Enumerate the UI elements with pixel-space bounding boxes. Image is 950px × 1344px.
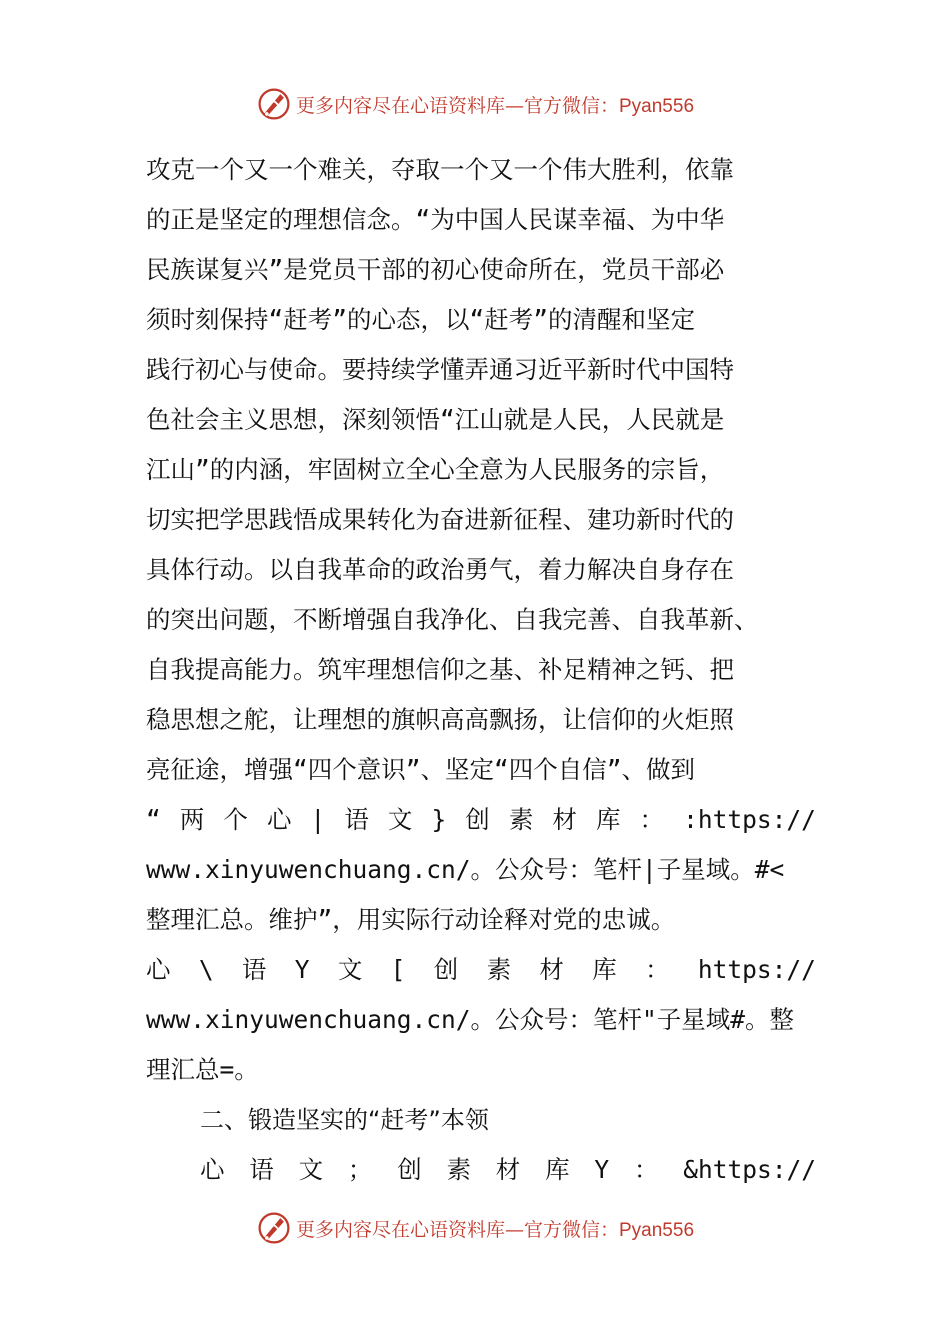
- text-line: 整理汇总。维护”，用实际行动诠释对党的忠诚。: [146, 905, 676, 934]
- text-line: 须时刻保持“赶考”的心态，以“赶考”的清醒和坚定: [146, 305, 695, 334]
- text-line: 具体行动。以自我革命的政治勇气，着力解决自身存在: [146, 555, 734, 584]
- text-token: 材: [495, 1155, 521, 1184]
- text-line: 理汇总=。: [146, 1055, 259, 1084]
- text-line: 色社会主义思想，深刻领悟“江山就是人民，人民就是: [146, 405, 725, 434]
- text-token: 库: [595, 805, 621, 834]
- watermark-line-3: [146, 1145, 816, 1195]
- text-token: 语: [344, 805, 369, 834]
- text-token: [: [390, 955, 406, 984]
- header-banner: [0, 82, 950, 126]
- text-token: 创: [397, 1155, 422, 1184]
- text-line: 民族谋复兴”是党员干部的初心使命所在，党员干部必: [146, 255, 725, 284]
- watermark-line-1: [146, 795, 816, 845]
- text-token: 素: [486, 955, 512, 984]
- text-token: 文: [298, 1155, 324, 1184]
- text-token: Y: [594, 1155, 610, 1184]
- paragraph-lines: [146, 145, 816, 795]
- text-token: “: [146, 805, 161, 834]
- text-token: Y: [294, 955, 310, 984]
- text-token: 文: [337, 955, 363, 984]
- text-token: ：: [639, 805, 665, 834]
- text-token: \: [198, 955, 214, 984]
- text-token: 文: [387, 805, 413, 834]
- text-line: 的突出问题，不断增强自我净化、自我完善、自我革新、: [146, 605, 759, 634]
- text-token: https://: [697, 955, 816, 984]
- text-token: 创: [465, 805, 490, 834]
- text-token: 语: [241, 955, 267, 984]
- text-token: ：: [645, 955, 670, 984]
- text-line: 亮征途，增强“四个意识”、坚定“四个自信”、做到: [146, 755, 695, 784]
- text-token: ；: [347, 1155, 373, 1184]
- text-token: 创: [433, 955, 459, 984]
- text-token: 材: [552, 805, 577, 834]
- text-token: 素: [508, 805, 534, 834]
- text-token: |: [310, 805, 326, 834]
- text-token: ：: [633, 1155, 659, 1184]
- paragraph-lines-3: [146, 995, 816, 1095]
- pen-quill-logo-icon: [256, 86, 292, 122]
- text-line: 稳思想之舵，让理想的旗帜高高飘扬，让信仰的火炬照: [146, 705, 734, 734]
- text-token: &https://: [683, 1155, 816, 1184]
- text-token: 库: [545, 1155, 570, 1184]
- section-heading: 二、锻造坚实的“赶考”本领: [200, 1106, 489, 1134]
- pen-quill-logo-icon: [256, 1210, 292, 1246]
- text-line: 践行初心与使命。要持续学懂弄通习近平新时代中国特: [146, 355, 734, 384]
- text-line: 江山”的内涵，牢固树立全心全意为人民服务的宗旨，: [146, 455, 725, 484]
- text-token: 素: [446, 1155, 471, 1184]
- text-token: :https://: [683, 805, 816, 834]
- text-line: 的正是坚定的理想信念。“为中国人民谋幸福、为中华: [146, 205, 725, 234]
- text-line: www.xinyuwenchuang.cn/。公众号：笔杆"子星域#。整: [146, 1005, 795, 1034]
- watermark-line-2: [146, 945, 816, 995]
- text-line: 自我提高能力。筑牢理想信仰之基、补足精神之钙、把: [146, 655, 734, 684]
- text-token: 个: [223, 805, 248, 834]
- text-token: }: [431, 805, 447, 834]
- document-body: [146, 145, 816, 1195]
- text-token: 心: [146, 955, 171, 984]
- text-token: 语: [249, 1155, 274, 1184]
- footer-banner: [0, 1206, 950, 1250]
- text-token: 材: [539, 955, 564, 984]
- text-line: www.xinyuwenchuang.cn/。公众号：笔杆|子星域。#<: [146, 855, 785, 884]
- banner-text: 更多内容尽在心语资料库—官方微信：Pyan556: [295, 94, 695, 117]
- banner-text: 更多内容尽在心语资料库—官方微信：Pyan556: [295, 1218, 695, 1241]
- text-token: 心: [200, 1155, 225, 1184]
- text-token: 心: [266, 805, 292, 834]
- paragraph-lines-2: [146, 845, 816, 945]
- text-token: 库: [592, 955, 617, 984]
- text-line: 攻克一个又一个难关，夺取一个又一个伟大胜利，依靠: [146, 155, 734, 184]
- text-token: 两: [179, 805, 205, 834]
- text-line: 切实把学思践悟成果转化为奋进新征程、建功新时代的: [146, 505, 734, 534]
